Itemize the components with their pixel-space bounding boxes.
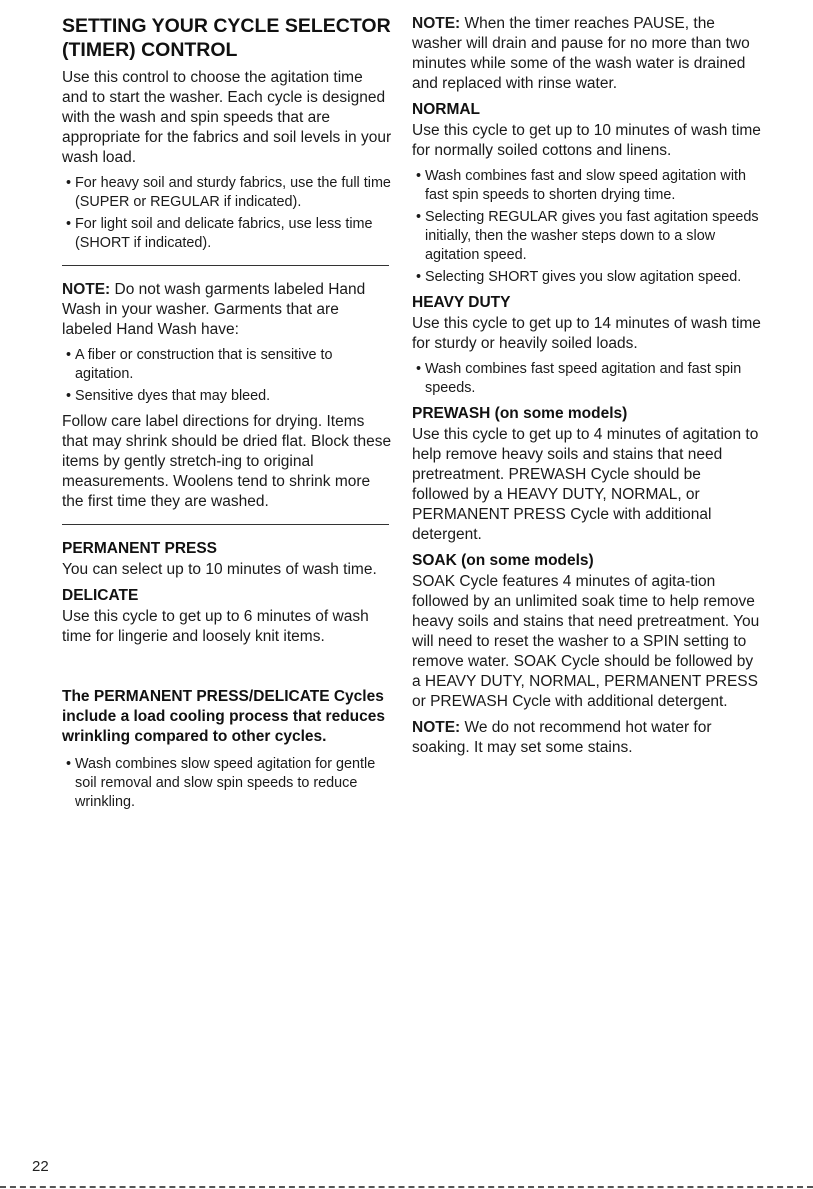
section-heading: DELICATE	[62, 587, 139, 604]
list-item: • A fiber or construction that is sensitive to agitation.	[62, 346, 392, 384]
list-item: • Sensitive dyes that may bleed.	[62, 387, 392, 406]
cooling-section	[62, 687, 392, 812]
left-column	[62, 14, 392, 818]
normal-bullet-list	[412, 167, 762, 287]
divider	[62, 524, 389, 525]
note-text: We do not recommend hot water for soaking. It may set some stains.	[412, 719, 712, 756]
note-label: NOTE:	[412, 15, 461, 32]
list-item: • Wash combines fast speed agitation and fast spin speeds.	[412, 360, 762, 398]
right-column	[412, 14, 762, 764]
cooling-heading: The PERMANENT PRESS/DELICATE Cycles include a load cooling process that reduces wrinkling compared to other cycles.	[62, 688, 385, 745]
section-heading: NORMAL	[412, 101, 481, 118]
heavy-duty-bullet-list	[412, 360, 762, 398]
delicate-section	[62, 586, 392, 647]
page-number: 22	[32, 1158, 49, 1175]
prewash-section	[412, 404, 762, 545]
soak-section	[412, 551, 762, 712]
note-text: When the timer reaches PAUSE, the washer will drain and pause for no more than two minutes while some of the wash water is drained and replaced with rinse water.	[412, 15, 750, 92]
page-title: SETTING YOUR CYCLE SELECTOR (TIMER) CONTROL	[62, 15, 391, 61]
divider	[62, 265, 389, 266]
normal-section	[412, 100, 762, 287]
section-heading: HEAVY DUTY	[412, 294, 511, 311]
list-item: • Wash combines fast and slow speed agitation with fast spin speeds to shorten drying time.	[412, 167, 762, 205]
soaking-note	[412, 718, 762, 758]
hand-wash-bullet-list	[62, 346, 392, 406]
heavy-duty-section	[412, 293, 762, 398]
permanent-press-section	[62, 539, 392, 580]
note-label: NOTE:	[62, 281, 111, 298]
list-item: • For heavy soil and sturdy fabrics, use the full time (SUPER or REGULAR if indicated).	[62, 174, 392, 212]
intro-bullet-list	[62, 174, 392, 253]
page-edge-line	[0, 1186, 813, 1188]
section-heading: PERMANENT PRESS	[62, 540, 218, 557]
section-text: Use this cycle to get up to 14 minutes of wash time for sturdy or heavily soiled loads.	[412, 315, 761, 352]
section-heading: SOAK (on some models)	[412, 552, 594, 569]
pause-note	[412, 14, 762, 94]
note-label: NOTE:	[412, 719, 461, 736]
hand-wash-note	[62, 280, 392, 340]
note-text: Do not wash garments labeled Hand Wash in your washer. Garments that are labeled Hand Wash have:	[62, 281, 366, 338]
section-text: SOAK Cycle features 4 minutes of agita-tion followed by an unlimited soak time to help remove heavy soils and stains that need pretreatment. You will need to reset the washer to a SPIN setting to remove water. SOAK Cycle should be followed by a HEAVY DUTY, NORMAL, PERMANENT PRESS or PREWASH Cycle with additional detergent.	[412, 573, 760, 710]
drying-paragraph: Follow care label directions for drying. Items that may shrink should be dried flat. Block these items by gently stretch-ing to original measurements. Woolens tend to shrink more the first time they are washed.	[62, 413, 392, 510]
section-text: Use this cycle to get up to 6 minutes of wash time for lingerie and loosely knit items.	[62, 608, 369, 645]
section-text: You can select up to 10 minutes of wash time.	[62, 561, 377, 578]
list-item: • For light soil and delicate fabrics, use less time (SHORT if indicated).	[62, 215, 392, 253]
intro-paragraph: Use this control to choose the agitation time and to start the washer. Each cycle is designed with the wash and spin speeds that are appropriate for the fabrics and soil levels in your wash load.	[62, 69, 392, 166]
list-item: • Selecting REGULAR gives you fast agitation speeds initially, then the washer steps down to a slow agitation speed.	[412, 208, 762, 265]
section-text: Use this cycle to get up to 10 minutes of wash time for normally soiled cottons and linens.	[412, 122, 761, 159]
cooling-bullet-list	[62, 755, 392, 812]
section-heading: PREWASH (on some models)	[412, 405, 628, 422]
list-item: • Wash combines slow speed agitation for gentle soil removal and slow spin speeds to reduce wrinkling.	[62, 755, 392, 812]
list-item: • Selecting SHORT gives you slow agitation speed.	[412, 268, 762, 287]
section-text: Use this cycle to get up to 4 minutes of agitation to help remove heavy soils and stains that need pretreatment. PREWASH Cycle should be followed by a HEAVY DUTY, NORMAL, or PERMANENT PRESS Cycle with additional detergent.	[412, 426, 759, 543]
